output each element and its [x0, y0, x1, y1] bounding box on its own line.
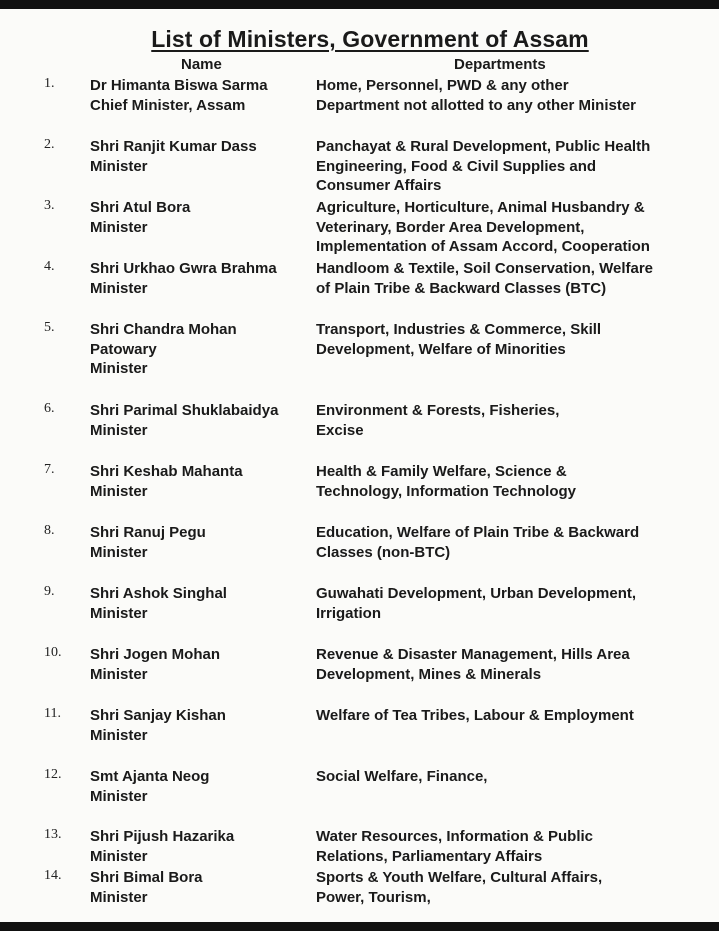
minister-departments: Panchayat & Rural Development, Public Health Engineering, Food & Civil Supplies and Consumer Affairs	[316, 138, 651, 194]
column-header-name: Name	[181, 56, 222, 73]
minister-departments: Sports & Youth Welfare, Cultural Affairs, Power, Tourism,	[316, 869, 603, 906]
minister-departments: Handloom & Textile, Soil Conservation, Welfare of Plain Tribe & Backward Classes (BTC)	[316, 260, 654, 297]
row-number: 6.	[44, 401, 55, 416]
page-title: List of Ministers, Government of Assam	[151, 26, 589, 52]
minister-departments: Home, Personnel, PWD & any other Department not allotted to any other Minister	[316, 77, 637, 114]
minister-name: Dr Himanta Biswa Sarma Chief Minister, Assam	[90, 77, 268, 114]
minister-name: Shri Jogen Mohan Minister	[90, 646, 221, 683]
row-number: 7.	[44, 462, 55, 477]
column-header-departments: Departments	[454, 56, 546, 73]
row-number: 11.	[44, 706, 61, 721]
minister-name: Smt Ajanta Neog Minister	[90, 768, 210, 805]
row-number: 4.	[44, 259, 55, 274]
minister-departments: Education, Welfare of Plain Tribe & Backward Classes (non-BTC)	[316, 524, 640, 561]
minister-name: Shri Atul Bora Minister	[90, 199, 191, 236]
minister-departments: Social Welfare, Finance,	[316, 768, 488, 785]
row-number: 9.	[44, 584, 55, 599]
minister-name: Shri Urkhao Gwra Brahma Minister	[90, 260, 277, 297]
minister-name: Shri Sanjay Kishan Minister	[90, 707, 226, 744]
minister-departments: Revenue & Disaster Management, Hills Area Development, Mines & Minerals	[316, 646, 630, 683]
minister-departments: Guwahati Development, Urban Development, Irrigation	[316, 585, 637, 622]
minister-departments: Agriculture, Horticulture, Animal Husbandry & Veterinary, Border Area Development, Implementation of Assam Accord, Cooperation	[316, 199, 650, 255]
row-number: 5.	[44, 320, 55, 335]
minister-departments: Environment & Forests, Fisheries, Excise	[316, 402, 560, 439]
row-number: 14.	[44, 868, 62, 883]
row-number: 3.	[44, 198, 55, 213]
document-sheet	[0, 9, 719, 922]
row-number: 13.	[44, 827, 62, 842]
minister-departments: Transport, Industries & Commerce, Skill Development, Welfare of Minorities	[316, 321, 602, 358]
minister-name: Shri Keshab Mahanta Minister	[90, 463, 243, 500]
row-number: 12.	[44, 767, 62, 782]
row-number: 10.	[44, 645, 62, 660]
minister-departments: Water Resources, Information & Public Relations, Parliamentary Affairs	[316, 828, 593, 865]
minister-departments: Health & Family Welfare, Science & Technology, Information Technology	[316, 463, 576, 500]
minister-name: Shri Ashok Singhal Minister	[90, 585, 227, 622]
row-number: 2.	[44, 137, 55, 152]
row-number: 1.	[44, 76, 55, 91]
row-number: 8.	[44, 523, 55, 538]
minister-name: Shri Ranjit Kumar Dass Minister	[90, 138, 257, 175]
minister-name: Shri Bimal Bora Minister	[90, 869, 203, 906]
minister-name: Shri Ranuj Pegu Minister	[90, 524, 206, 561]
minister-name: Shri Parimal Shuklabaidya Minister	[90, 402, 279, 439]
minister-departments: Welfare of Tea Tribes, Labour & Employment	[316, 707, 634, 724]
minister-name: Shri Pijush Hazarika Minister	[90, 828, 235, 865]
minister-name: Shri Chandra Mohan Patowary Minister	[90, 321, 237, 377]
